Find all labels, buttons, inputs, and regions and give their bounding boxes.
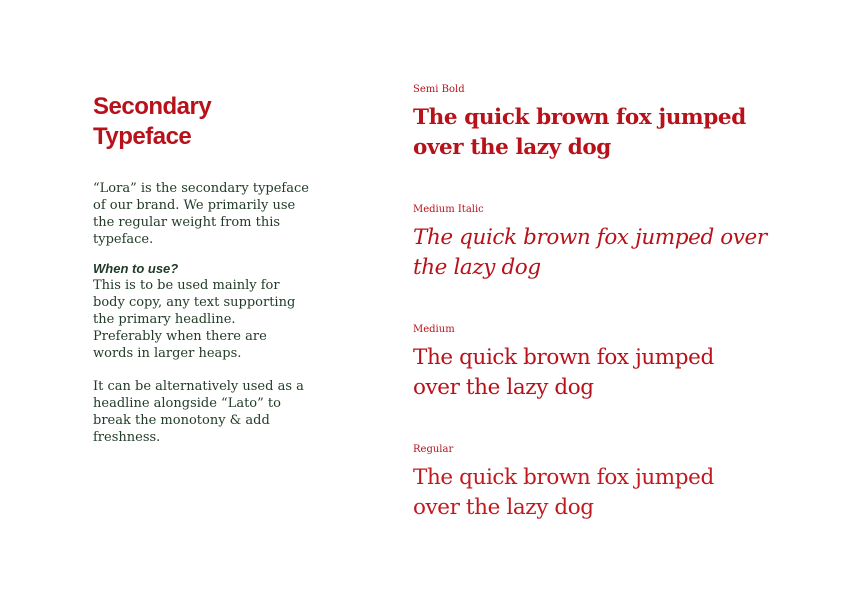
section-title: Secondary Typeface xyxy=(93,93,212,150)
intro-paragraph: “Lora” is the secondary typeface of our brand. We primarily use the regular weight from this typeface. xyxy=(93,181,309,247)
alternative-paragraph: It can be alternatively used as a headline alongside “Lato” to break the monotony & add freshness. xyxy=(93,379,304,445)
when-to-use-heading: When to use? xyxy=(93,261,179,276)
description-column xyxy=(93,92,323,446)
sample-regular xyxy=(413,444,714,523)
sample-medium xyxy=(413,324,714,403)
sample-medium-italic xyxy=(413,204,767,283)
sample-text: The quick brown fox jumped over the lazy dog xyxy=(413,345,714,400)
usage-paragraph: This is to be used mainly for body copy, any text supporting the primary headline. Preferably when there are words in larger heaps. xyxy=(93,278,296,361)
sample-text: The quick brown fox jumped over the lazy dog xyxy=(413,465,714,520)
sample-label: Semi Bold xyxy=(413,84,465,95)
sample-text: The quick brown fox jumped over the lazy dog xyxy=(413,105,746,160)
sample-text: The quick brown fox jumped over the lazy dog xyxy=(413,225,767,280)
sample-label: Medium Italic xyxy=(413,204,484,215)
sample-semibold xyxy=(413,84,746,163)
sample-label: Medium xyxy=(413,324,455,335)
sample-label: Regular xyxy=(413,444,454,455)
